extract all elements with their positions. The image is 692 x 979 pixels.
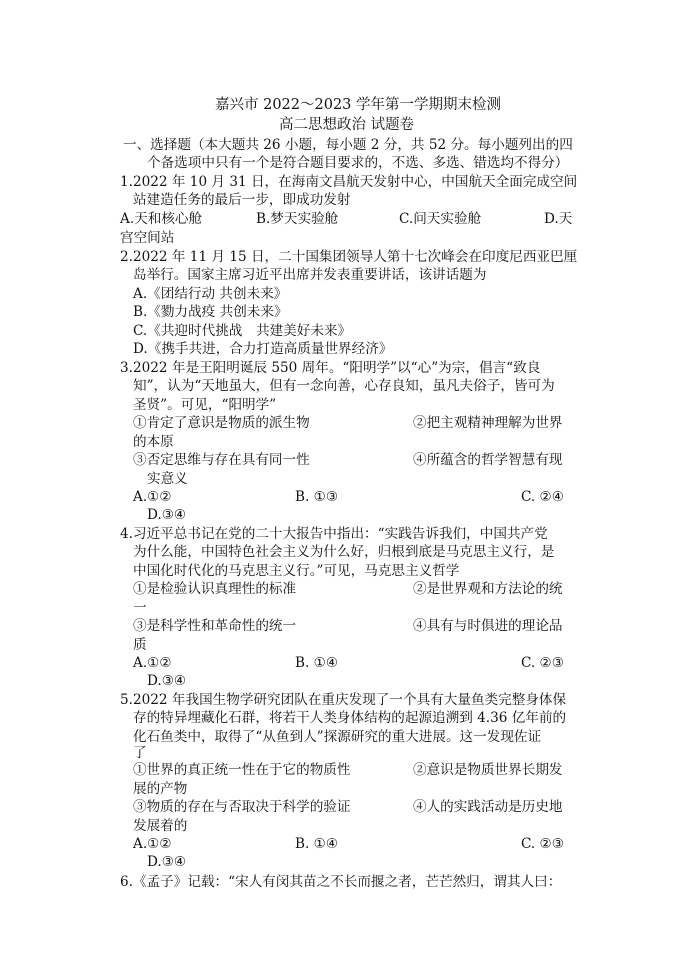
q1-stem-line-2: 站建造任务的最后一步，即成功发射: [133, 192, 351, 208]
q3-statement-3: ③否定思维与存在具有同一性: [133, 452, 310, 468]
q4-option-c: C. ②③: [521, 655, 564, 671]
q5-stem-line-1: 5.2022 年我国生物学研究团队在重庆发现了一个具有大量鱼类完整身体保: [120, 692, 567, 708]
q1-option-c: C.问天实验舱: [399, 211, 482, 227]
q3-statement-2: ②把主观精神理解为世界: [413, 415, 563, 431]
q3-option-b: B. ①③: [295, 489, 339, 505]
q3-stem-line-3: 圣贤”。可见，“阳明学”: [133, 397, 277, 413]
q3-statement-4: ④所蕴含的哲学智慧有现: [413, 452, 563, 468]
q1-option-d: D.天: [544, 211, 573, 227]
q3-option-a: A.①②: [133, 489, 172, 505]
q3-option-d: D.③④: [147, 507, 187, 523]
q5-option-c: C. ②③: [521, 836, 564, 852]
q3-stem-line-1: 3.2022 年是王阳明诞辰 550 周年。“阳明学”以“心”为宗，倡言“致良: [120, 360, 541, 376]
q2-option-d: D.《携手共进，合力打造高质量世界经济》: [133, 341, 393, 357]
q4-stem-line-2: 为什么能，中国特色社会主义为什么好，归根到底是马克思主义行，是: [133, 544, 555, 560]
q3-statement-2-continued: 的本原: [133, 434, 174, 450]
exam-subtitle: 高二思想政治 试题卷: [279, 117, 415, 133]
q5-option-d: D.③④: [147, 854, 187, 870]
section-instructions-line-1: 一、选择题（本大题共 26 小题，每小题 2 分，共 52 分。每小题列出的四: [123, 137, 573, 153]
exam-title: 嘉兴市 2022～2023 学年第一学期期末检测: [215, 97, 502, 113]
q5-option-a: A.①②: [133, 836, 172, 852]
q5-stem-line-3: 化石鱼类中，取得了“从鱼到人”探源研究的重大进展。这一发现佐证: [133, 729, 542, 745]
q3-statement-4-continued: 实意义: [147, 471, 188, 487]
q4-statement-2-continued: 一: [133, 600, 147, 616]
q4-option-b: B. ①④: [295, 655, 339, 671]
q5-statement-2: ②意识是物质世界长期发: [413, 762, 563, 778]
q5-statement-4: ④人的实践活动是历史地: [413, 799, 563, 815]
q5-statement-2-continued: 展的产物: [133, 781, 188, 797]
q4-statement-2: ②是世界观和方法论的统: [413, 581, 563, 597]
q4-statement-3: ③是科学性和革命性的统一: [133, 618, 297, 634]
q6-stem-line-1: 6.《孟子》记载：“宋人有闵其苗之不长而揠之者，芒芒然归，谓其人曰：: [120, 874, 562, 890]
q1-option-a: A.天和核心舱: [120, 211, 203, 227]
q5-option-b: B. ①④: [295, 836, 339, 852]
q5-stem-line-2: 存的特异埋藏化石群，将若干人类身体结构的起源追溯到 4.36 亿年前的: [133, 710, 567, 726]
q4-statement-1: ①是检验认识真理性的标准: [133, 581, 297, 597]
q4-option-a: A.①②: [133, 655, 172, 671]
q3-statement-1: ①肯定了意识是物质的派生物: [133, 415, 310, 431]
q4-statement-4-continued: 质: [133, 637, 147, 653]
q1-stem-line-1: 1.2022 年 10 月 31 日，在海南文昌航天发射中心，中国航天全面完成空间: [120, 174, 578, 190]
q2-option-c: C.《共迎时代挑战 共建美好未来》: [133, 323, 352, 339]
q1-option-d-continued: 宫空间站: [120, 230, 175, 246]
q4-option-d: D.③④: [147, 673, 187, 689]
q3-stem-line-2: 知”，认为“天地虽大，但有一念向善，心存良知，虽凡夫俗子，皆可为: [133, 378, 555, 394]
section-instructions-line-2: 个备选项中只有一个是符合题目要求的，不选、多选、错选均不得分）: [147, 155, 569, 171]
q4-stem-line-1: 4.习近平总书记在党的二十大报告中指出：“实践告诉我们，中国共产党: [120, 526, 548, 542]
q4-statement-4: ④具有与时俱进的理论品: [413, 618, 563, 634]
q2-stem-line-2: 岛举行。国家主席习近平出席并发表重要讲话，该讲话题为: [133, 267, 487, 283]
q3-option-c: C. ②④: [521, 489, 564, 505]
q4-stem-line-3: 中国化时代化的马克思主义行。”可见，马克思主义哲学: [133, 563, 460, 579]
q5-stem-line-4: 了: [133, 745, 147, 761]
q5-statement-4-continued: 发展着的: [133, 818, 188, 834]
q2-option-b: B.《勠力战疫 共创未来》: [133, 304, 288, 320]
q1-option-b: B.梦天实验舱: [256, 211, 339, 227]
q2-stem-line-1: 2.2022 年 11 月 15 日，二十国集团领导人第十七次峰会在印度尼西亚巴厘: [120, 249, 578, 265]
q5-statement-3: ③物质的存在与否取决于科学的验证: [133, 799, 351, 815]
q5-statement-1: ①世界的真正统一性在于它的物质性: [133, 762, 351, 778]
q2-option-a: A.《团结行动 共创未来》: [133, 286, 288, 302]
